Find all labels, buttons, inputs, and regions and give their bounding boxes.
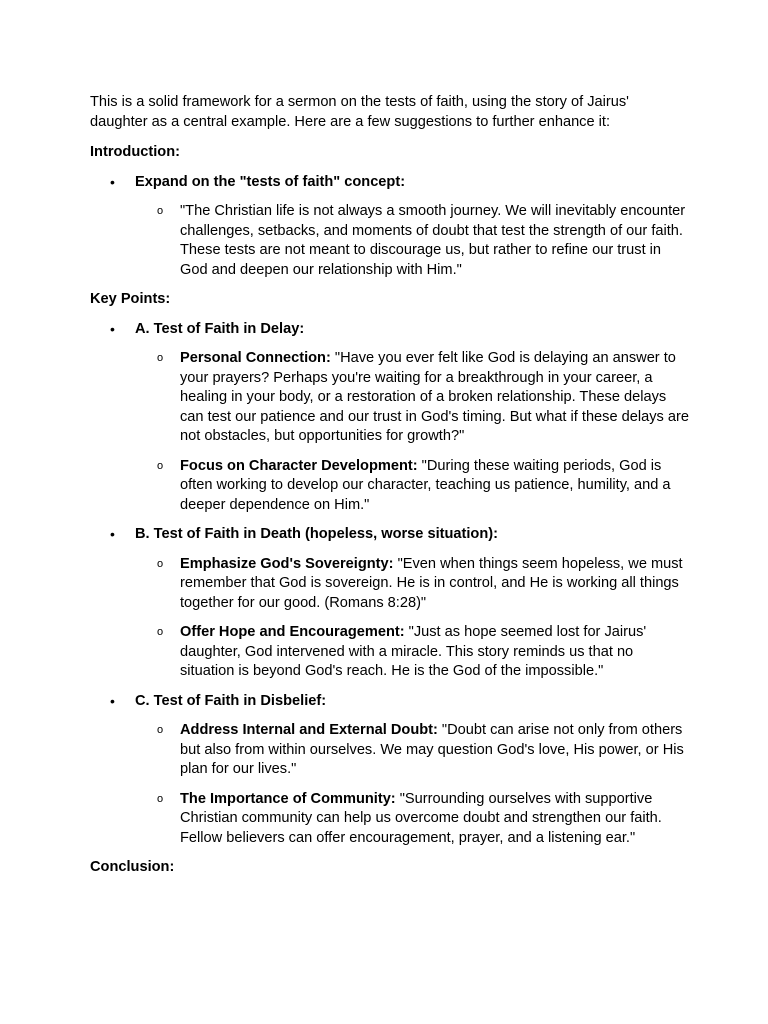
- sub-bullet-marker: o: [157, 352, 164, 364]
- sub-list-item: [135, 349, 690, 447]
- sub-bullet-marker: o: [157, 724, 164, 736]
- sub-item-text: "Even when things seem hopeless, we must remember that God is sovereign. He is in control, and He is working all things together for our good. (Romans 8:28)": [180, 555, 683, 611]
- document-sections: [90, 143, 690, 878]
- bullet-marker: •: [110, 526, 115, 542]
- bullet-marker: •: [110, 692, 115, 709]
- sub-item-title: Offer Hope and Encouragement:: [180, 624, 405, 640]
- list-item: [90, 692, 690, 849]
- sub-item-text: "Have you ever felt like God is delaying an answer to your prayers? Perhaps you're waiting for a breakthrough in your career, a healing in your body, or a restoration of a broken relationship. These delays can test our patience and our trust in God's timing. But what if these delays are not obstacles, but opportunities for growth?": [180, 350, 689, 444]
- document-page: [90, 93, 690, 888]
- list-item-label: C. Test of Faith in Disbelief:: [135, 692, 327, 709]
- sub-item-text: "The Christian life is not always a smooth journey. We will inevitably encounter challenges, setbacks, and moments of doubt that test the strength of our faith. These tests are not meant to discourage us, but rather to refine our trust in God and deepen our relationship with Him.": [180, 203, 686, 278]
- sub-bullet-marker: o: [157, 557, 164, 570]
- sub-list-item: [135, 623, 690, 682]
- list-item-label: Expand on the "tests of faith" concept:: [135, 173, 406, 190]
- sub-list: [135, 555, 690, 682]
- sub-item-title: The Importance of Community:: [180, 790, 396, 807]
- sub-bullet-marker: o: [157, 459, 164, 472]
- list-item: [90, 320, 690, 516]
- list-item: [90, 525, 690, 682]
- list-item-label: B. Test of Faith in Death (hopeless, worse situation):: [135, 526, 498, 542]
- sub-list-item: [135, 555, 690, 614]
- list-item-label: A. Test of Faith in Delay:: [135, 320, 305, 337]
- intro-paragraph: This is a solid framework for a sermon on the tests of faith, using the story of Jairus' daughter as a central example. Here are a few suggestions to further enhance it:: [90, 94, 629, 130]
- sub-item-title: Address Internal and External Doubt:: [180, 722, 438, 738]
- sub-bullet-marker: o: [157, 792, 164, 805]
- sub-bullet-marker: o: [157, 205, 164, 217]
- sub-item-text: "Just as hope seemed lost for Jairus' daughter, God intervened with a miracle. This story reminds us that no situation is beyond God's reach. He is the God of the impossible.": [180, 624, 647, 679]
- sub-list-item: [135, 721, 690, 780]
- sub-bullet-marker: o: [157, 626, 164, 638]
- bullet-marker: •: [110, 173, 115, 190]
- bullet-list: [90, 173, 690, 281]
- sub-list: [135, 721, 690, 848]
- sub-item-title: Emphasize God's Sovereignty:: [180, 555, 394, 572]
- sub-list-item: [135, 202, 690, 280]
- sub-item-title: Focus on Character Development:: [180, 457, 418, 474]
- sub-item-text: "Surrounding ourselves with supportive Christian community can help us overcome doubt and strengthen our faith. Fellow believers can offer encouragement, prayer, and a listening ear.": [180, 790, 662, 846]
- bullet-marker: •: [110, 320, 115, 337]
- sub-list-item: [135, 790, 690, 849]
- section-heading: Introduction:: [90, 144, 180, 160]
- list-item: [90, 173, 690, 281]
- section-heading: Key Points:: [90, 291, 171, 307]
- sub-item-title: Personal Connection:: [180, 350, 331, 366]
- sub-item-text: "Doubt can arise not only from others but also from within ourselves. We may question God's love, His power, or His plan for our lives.": [180, 722, 684, 777]
- sub-list-item: [135, 457, 690, 516]
- section-heading: Conclusion:: [90, 859, 175, 875]
- sub-list: [135, 349, 690, 515]
- bullet-list: [90, 320, 690, 849]
- sub-list: [135, 202, 690, 280]
- sub-item-text: "During these waiting periods, God is often working to develop our character, teaching us patience, humility, and a deeper dependence on Him.": [180, 457, 671, 513]
